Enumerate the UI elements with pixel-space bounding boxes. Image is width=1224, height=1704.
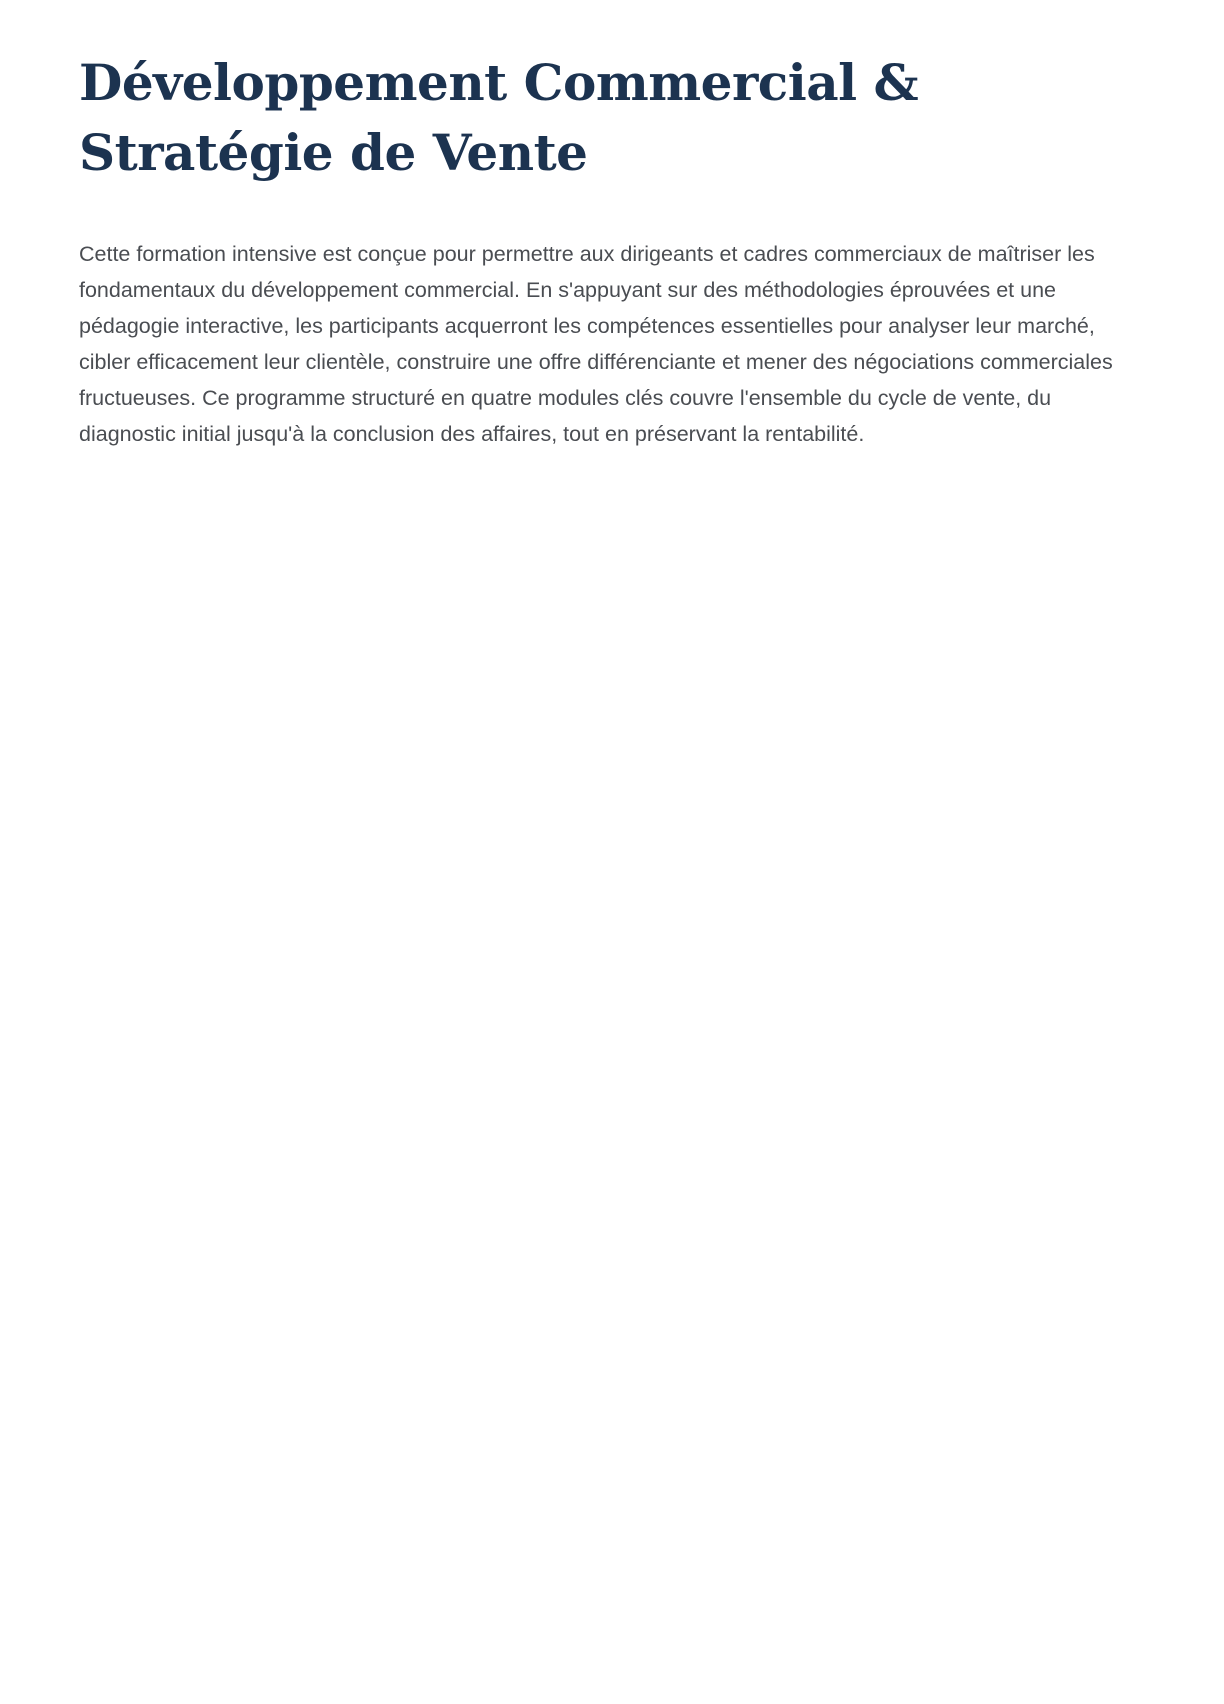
page-title: Développement Commercial & Stratégie de Vente xyxy=(79,53,919,182)
document-page xyxy=(79,48,1145,452)
intro-paragraph: Cette formation intensive est conçue pour permettre aux dirigeants et cadres commerciaux de maîtriser les fondamentaux du développement commercial. En s'appuyant sur des méthodologies éprouvées et une pédagogie interactive, les participants acquerront les compétences essentielles pour analyser leur marché, cibler efficacement leur clientèle, construire une offre différenciante et mener des négociations commerciales fructueuses. Ce programme structuré en quatre modules clés couvre l'ensemble du cycle de vente, du diagnostic initial jusqu'à la conclusion des affaires, tout en préservant la rentabilité. xyxy=(79,242,1113,446)
